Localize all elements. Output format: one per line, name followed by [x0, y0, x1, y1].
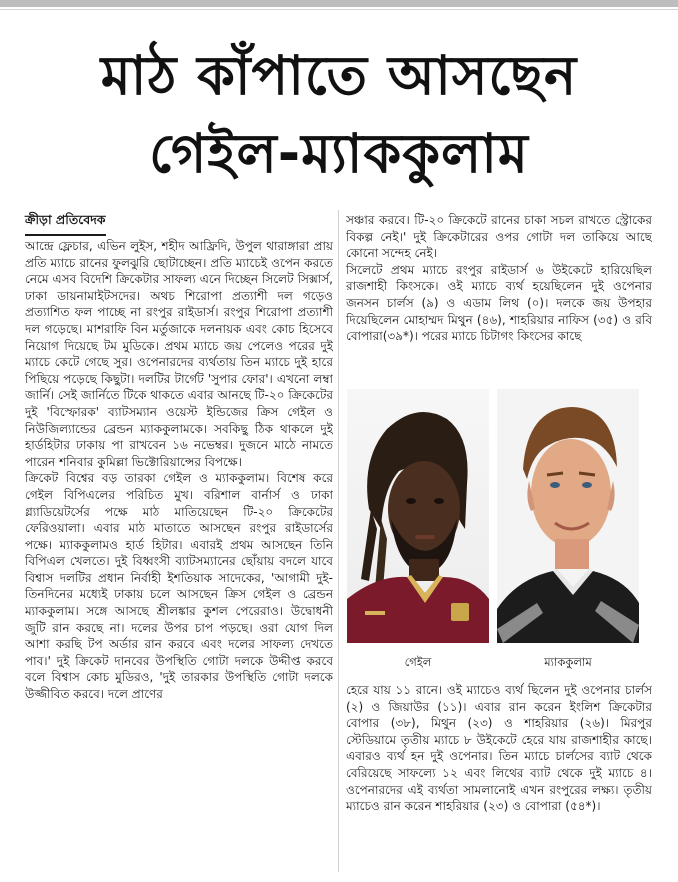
article-paragraph: সঞ্চার করবে। টি-২০ ক্রিকেটে রানের চাকা সচল রাখতে স্ট্রোকের বিকল্প নেই।' দুই ক্রিকেটারের ওপর গোটা দল তাকিয়ে আছে কোনো সন্দেহ নেই। [346, 213, 652, 261]
article-column-right-top [346, 212, 652, 372]
headline-line-1: মাঠ কাঁপাতে আসছেন [100, 44, 578, 107]
byline: ক্রীড়া প্রতিবেদক [25, 212, 106, 236]
photo-caption-mccullum: ম্যাককুলাম [544, 655, 592, 669]
article-paragraph: হেরে যায় ১১ রানে। ওই ম্যাচেও ব্যর্থ ছিলেন দুই ওপেনার চার্লস (২) ও জিয়াউর (১১)। এবার রান করেন ইংলিশ ক্রিকেটার বোপার (৩৮), মিথুন (২৩) ও শাহরিয়ার (২৬)। মিরপুর স্টেডিয়ামে তৃতীয় ম্যাচে ৮ উইকেটে হেরে যায় রাজশাহীর কাছে। এবারও ব্যর্থ হন দুই ওপেনার। তিন ম্যাচে চার্লসের ব্যাট থেকে বেরিয়েছে সাফল্যে ১২ এবং লিথের ব্যাট থেকে দুই ম্যাচে ৪। ওপেনারদের এই ব্যর্থতা সামলানোই এখন রংপুরের লক্ষ্য। তৃতীয় ম্যাচেও রান করেন শাহরিয়ার (২৩) ও বোপারা (৫৪*)। [346, 683, 652, 814]
article-paragraph: ক্রিকেট বিশ্বের বড় তারকা গেইল ও ম্যাককুলাম। বিশেষ করে গেইল বিপিএলের পরিচিত মুখ। বরিশাল বার্নার্স ও ঢাকা গ্ল্যাডিয়েটর্সের পক্ষে মাঠ মাতিয়েছেন টি-২০ ক্রিকেটের ফেরিওয়ালা। এবার মাঠ মাতাতে আসছেন রংপুর রাইডার্সের পক্ষে। ম্যাককুলামও হার্ড হিটার। এবারই প্রথম আসছেন তিনি বিপিএল খেলতে। দুই বিধ্বংসী ব্যাটসম্যানের ছোঁয়ায় বদলে যাবে বিশ্বাস দলটির প্রধান নির্বাহী ইশতিয়াক সাদেকের, 'আগামী দুই-তিনদিনের মধ্যেই ঢাকায় চলে আসছেন ক্রিস গেইল ও ব্রেন্ডন ম্যাককুলাম। সঙ্গে আসছে শ্রীলঙ্কার কুশল পেরেরাও। উদ্বোধনী জুটি রান করছে না। দলের উপর চাপ পড়ছে। ওরা যোগ দিল আশা করছি টপ অর্ডার রান করবে এবং দলের সাফল্য দেখতে পাব।' দুই ক্রিকেট দানবের উপস্থিতি গোটা দলকে উদ্দীপ্ত করবে বলে বিশ্বাস কোচ মুডিরও, 'দুই তারকার উপস্থিতি গোটা দলকে উজ্জীবিত করবে। দলে প্রাণের [25, 471, 333, 702]
article-column-right-bottom [346, 682, 652, 872]
article-column-left [25, 238, 333, 870]
gayle-photo [347, 389, 489, 643]
photo-caption-gayle: গেইল [404, 655, 432, 669]
column-divider [338, 210, 339, 872]
mccullum-photo [497, 389, 639, 643]
article-paragraph: আন্দ্রে ফ্লেচার, এভিন লুইস, শহীদ আফ্রিদি, উপুল থারাঙ্গারা প্রায় প্রতি ম্যাচে রানের ফুলঝুরি ছোটাচ্ছেন। প্রতি ম্যাচেই ওপেন করতে নেমে এসব বিদেশি ক্রিকেটার সাফল্য এনে দিচ্ছেন সিলেট সিক্সার্স, ঢাকা ডায়নামাইটসদের। অথচ শিরোপা প্রত্যাশী দল গড়েও প্রত্যাশিত ফল পাচ্ছে না রংপুর রাইডার্স। রংপুর শিরোপা প্রত্যাশী দল গড়েছে। মাশরাফি বিন মর্তুজাকে দলনায়ক এবং কোচ হিসেবে নিয়োগ দিয়েছে টম মুডিকে। প্রথম ম্যাচে জয় পেলেও পরের দুই ম্যাচে কেটে গেছে সুর। ওপেনারদের ব্যর্থতায় তিন ম্যাচে দুই হারে পিছিয়ে পড়েছে কিছুটা। দলটির টার্গেট 'সুপার ফোর'। এখনো লম্বা জার্নি। সেই জার্নিতে টিকে থাকতে এবার আনছে টি-২০ ক্রিকেটের দুই 'বিস্ফোরক' ব্যাটসম্যান ওয়েস্ট ইন্ডিজের ক্রিস গেইল ও নিউজিল্যান্ডের ব্রেন্ডন ম্যাককুলামকে। সবকিছু ঠিক থাকলে দুই হার্ডহিটার ঢাকায় পা রাখবেন ১৬ নভেম্বর। দুজনে মাঠে নামতে পারেন শনিবার কুমিল্লা ভিক্টোরিয়ান্সের বিপক্ষে। [25, 239, 333, 469]
top-rule [0, 0, 678, 7]
top-rule-thin [0, 9, 678, 10]
article-paragraph: সিলেটে প্রথম ম্যাচে রংপুর রাইডার্স ৬ উইকেটে হারিয়েছিল রাজশাহী কিংসকে। ওই ম্যাচে ব্যর্থ হয়েছিলেন দুই ওপেনার জনসন চার্লস (৯) ও এডাম লিথ (০)। দলকে জয় উপহার দিয়েছিলেন মোহাম্মদ মিথুন (৪৬), শাহরিয়ার নাফিস (৩৫) ও রবি বোপারা(৩৯*)। পরের ম্যাচে চিটাগং কিংসের কাছে [346, 262, 652, 344]
headline-line-2: গেইল-ম্যাককুলাম [149, 122, 529, 185]
